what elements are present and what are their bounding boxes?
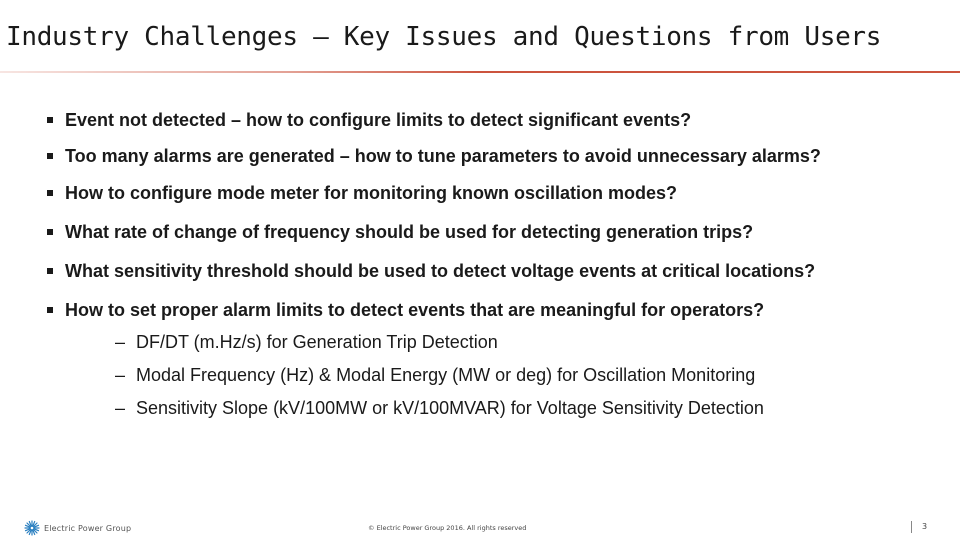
square-bullet-icon — [47, 117, 53, 123]
sub-bullet-text: DF/DT (m.Hz/s) for Generation Trip Detection — [136, 332, 498, 352]
square-bullet-icon — [47, 229, 53, 235]
sub-bullet-text: Modal Frequency (Hz) & Modal Energy (MW or deg) for Oscillation Monitoring — [136, 365, 756, 385]
company-logo — [24, 518, 131, 538]
square-bullet-icon — [47, 268, 53, 274]
starburst-icon — [24, 520, 40, 536]
bullet-text: How to set proper alarm limits to detect events that are meaningful for operators? — [65, 300, 765, 320]
bullet-text: Too many alarms are generated – how to tune parameters to avoid unnecessary alarms? — [65, 146, 821, 166]
footer-divider — [911, 521, 912, 533]
copyright-text: © Electric Power Group 2016. All rights reserved — [368, 524, 527, 532]
logo-text: Electric Power Group — [44, 523, 132, 533]
square-bullet-icon — [47, 153, 53, 159]
title-divider — [0, 71, 960, 73]
square-bullet-icon — [47, 190, 53, 196]
bullet-item — [46, 261, 926, 281]
bullet-item — [46, 300, 926, 425]
sub-bullet-item — [65, 392, 926, 425]
page-number: 3 — [922, 522, 928, 531]
sub-bullet-item — [65, 359, 926, 392]
bullet-text: What rate of change of frequency should be used for detecting generation trips? — [65, 222, 754, 242]
bullet-text: How to configure mode meter for monitoring known oscillation modes? — [65, 183, 678, 203]
bullet-item — [46, 183, 926, 203]
bullet-text: What sensitivity threshold should be used to detect voltage events at critical locations? — [65, 261, 816, 281]
bullet-list — [46, 110, 926, 425]
bullet-item — [46, 146, 926, 166]
dash-marker: – — [115, 398, 126, 418]
bullet-text: Event not detected – how to configure limits to detect significant events? — [65, 110, 692, 130]
sub-bullet-list — [65, 326, 926, 425]
square-bullet-icon — [47, 307, 53, 313]
slide-title: Industry Challenges – Key Issues and Questions from Users — [6, 22, 882, 52]
dash-marker: – — [115, 332, 126, 352]
dash-marker: – — [115, 365, 126, 385]
sub-bullet-item — [65, 326, 926, 359]
bullet-item — [46, 110, 926, 130]
sub-bullet-text: Sensitivity Slope (kV/100MW or kV/100MVAR) for Voltage Sensitivity Detection — [136, 398, 764, 418]
bullet-item — [46, 222, 926, 242]
